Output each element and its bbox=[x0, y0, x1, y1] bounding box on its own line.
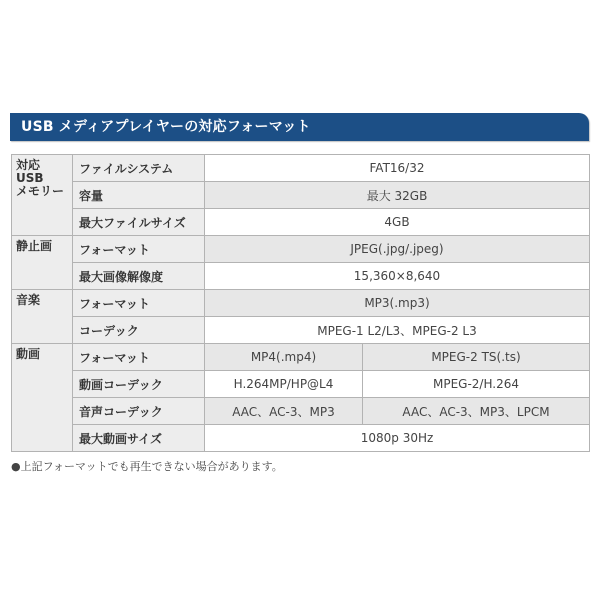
table-row bbox=[12, 182, 590, 209]
category-usb-memory: 対応 USB メモリー bbox=[12, 155, 73, 236]
table-row bbox=[12, 317, 590, 344]
row-label: フォーマット bbox=[73, 344, 205, 371]
category-music: 音楽 bbox=[12, 290, 73, 344]
row-label: ファイルシステム bbox=[73, 155, 205, 182]
row-value-mp4: MP4(.mp4) bbox=[205, 344, 363, 371]
table-row bbox=[12, 263, 590, 290]
table-row bbox=[12, 371, 590, 398]
table-row bbox=[12, 236, 590, 263]
row-label: 最大動画サイズ bbox=[73, 425, 205, 452]
row-value-mp4: AAC、AC-3、MP3 bbox=[205, 398, 363, 425]
row-value: MP3(.mp3) bbox=[205, 290, 590, 317]
title-bar bbox=[10, 113, 589, 141]
row-value: 1080p 30Hz bbox=[205, 425, 590, 452]
category-video: 動画 bbox=[12, 344, 73, 452]
row-value: 15,360×8,640 bbox=[205, 263, 590, 290]
table-row bbox=[12, 155, 590, 182]
row-value: JPEG(.jpg/.jpeg) bbox=[205, 236, 590, 263]
table-row bbox=[12, 425, 590, 452]
row-label: 最大ファイルサイズ bbox=[73, 209, 205, 236]
row-value-mp4: H.264MP/HP@L4 bbox=[205, 371, 363, 398]
row-value: FAT16/32 bbox=[205, 155, 590, 182]
row-label: 音声コーデック bbox=[73, 398, 205, 425]
row-value-ts: AAC、AC-3、MP3、LPCM bbox=[363, 398, 590, 425]
row-value: MPEG-1 L2/L3、MPEG-2 L3 bbox=[205, 317, 590, 344]
row-label: コーデック bbox=[73, 317, 205, 344]
row-label: 最大画像解像度 bbox=[73, 263, 205, 290]
row-label: 動画コーデック bbox=[73, 371, 205, 398]
footnote: ●上記フォーマットでも再生できない場合があります。 bbox=[11, 460, 283, 473]
table-row bbox=[12, 290, 590, 317]
category-still-image: 静止画 bbox=[12, 236, 73, 290]
table-row bbox=[12, 209, 590, 236]
row-value: 4GB bbox=[205, 209, 590, 236]
row-label: フォーマット bbox=[73, 236, 205, 263]
table-row bbox=[12, 398, 590, 425]
table-row bbox=[12, 344, 590, 371]
spec-table bbox=[11, 154, 590, 452]
row-label: フォーマット bbox=[73, 290, 205, 317]
page-title: USB メディアプレイヤーの対応フォーマット bbox=[21, 119, 311, 135]
row-value-ts: MPEG-2 TS(.ts) bbox=[363, 344, 590, 371]
row-label: 容量 bbox=[73, 182, 205, 209]
row-value-ts: MPEG-2/H.264 bbox=[363, 371, 590, 398]
row-value: 最大 32GB bbox=[205, 182, 590, 209]
